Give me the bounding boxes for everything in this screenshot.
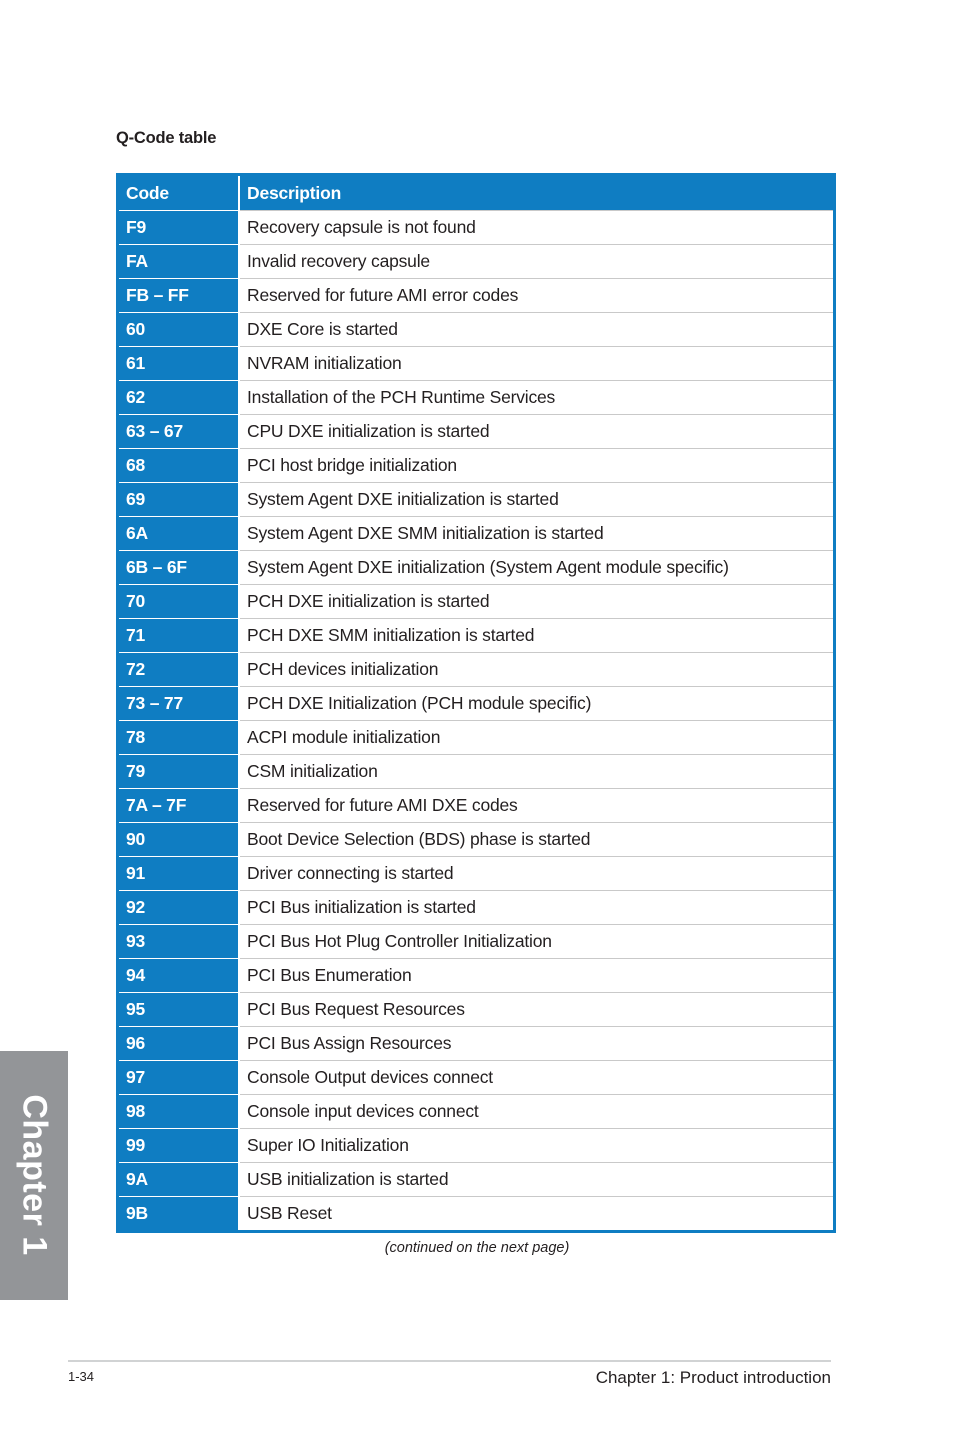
row-description: USB Reset [239,1197,835,1232]
row-description: PCI host bridge initialization [239,449,835,483]
row-code: 95 [118,993,240,1027]
table-row [118,857,835,891]
table-row [118,279,835,313]
row-description: PCI Bus Assign Resources [239,1027,835,1061]
table-row [118,925,835,959]
header-code: Code [118,175,240,211]
table-row [118,993,835,1027]
table-row [118,823,835,857]
table-row [118,1197,835,1232]
row-description: Recovery capsule is not found [239,211,835,245]
row-code: 9B [118,1197,240,1232]
row-code: 93 [118,925,240,959]
row-description: CSM initialization [239,755,835,789]
row-description: System Agent DXE initialization is started [239,483,835,517]
table-row [118,381,835,415]
table-header-row [118,175,835,211]
row-description: PCI Bus Enumeration [239,959,835,993]
row-description: USB initialization is started [239,1163,835,1197]
table-row [118,619,835,653]
table-row [118,245,835,279]
row-code: 6A [118,517,240,551]
row-description: PCI Bus Hot Plug Controller Initialization [239,925,835,959]
table-row [118,959,835,993]
row-description: NVRAM initialization [239,347,835,381]
table-row [118,1061,835,1095]
row-code: 68 [118,449,240,483]
row-code: 60 [118,313,240,347]
row-description: Installation of the PCH Runtime Services [239,381,835,415]
row-code: 91 [118,857,240,891]
row-code: 94 [118,959,240,993]
table-row [118,415,835,449]
chapter-side-tab-label: Chapter 1 [15,1094,54,1256]
table-row [118,551,835,585]
table-row [118,347,835,381]
row-code: 73 – 77 [118,687,240,721]
table-row [118,1027,835,1061]
table-row [118,1163,835,1197]
row-description: Reserved for future AMI DXE codes [239,789,835,823]
page-number: 1-34 [68,1369,95,1384]
table-row [118,313,835,347]
row-description: PCH DXE initialization is started [239,585,835,619]
table-row [118,789,835,823]
row-code: 98 [118,1095,240,1129]
row-code: 96 [118,1027,240,1061]
row-description: CPU DXE initialization is started [239,415,835,449]
chapter-side-tab [0,1051,68,1300]
row-code: 69 [118,483,240,517]
table-row [118,483,835,517]
row-code: 63 – 67 [118,415,240,449]
row-description: Reserved for future AMI error codes [239,279,835,313]
row-description: PCI Bus initialization is started [239,891,835,925]
row-code: 61 [118,347,240,381]
header-description: Description [239,175,835,211]
table-row [118,585,835,619]
row-code: 72 [118,653,240,687]
row-code: 9A [118,1163,240,1197]
row-code: 70 [118,585,240,619]
row-code: 7A – 7F [118,789,240,823]
table-row [118,517,835,551]
row-code: 79 [118,755,240,789]
table-row [118,449,835,483]
table-row [118,653,835,687]
row-description: System Agent DXE SMM initialization is started [239,517,835,551]
row-code: FB – FF [118,279,240,313]
row-description: Console input devices connect [239,1095,835,1129]
row-description: Console Output devices connect [239,1061,835,1095]
row-code: 6B – 6F [118,551,240,585]
row-code: FA [118,245,240,279]
table-row [118,891,835,925]
section-title: Q-Code table [116,129,217,147]
table-row [118,755,835,789]
continued-note: (continued on the next page) [384,1240,570,1256]
row-code: F9 [118,211,240,245]
table-row [118,721,835,755]
row-description: Super IO Initialization [239,1129,835,1163]
row-description: System Agent DXE initialization (System Agent module specific) [239,551,835,585]
row-description: Driver connecting is started [239,857,835,891]
footer-chapter-title: Chapter 1: Product introduction [595,1368,831,1387]
row-code: 97 [118,1061,240,1095]
row-description: PCH DXE Initialization (PCH module specific) [239,687,835,721]
row-code: 92 [118,891,240,925]
row-description: Invalid recovery capsule [239,245,835,279]
row-code: 71 [118,619,240,653]
row-description: PCH DXE SMM initialization is started [239,619,835,653]
table-row [118,1095,835,1129]
row-description: ACPI module initialization [239,721,835,755]
table-row [118,211,835,245]
row-description: DXE Core is started [239,313,835,347]
row-code: 90 [118,823,240,857]
qcode-table [116,173,836,1233]
row-description: PCI Bus Request Resources [239,993,835,1027]
table-row [118,687,835,721]
row-code: 78 [118,721,240,755]
row-code: 99 [118,1129,240,1163]
table-row [118,1129,835,1163]
row-code: 62 [118,381,240,415]
footer-rule [68,1360,831,1362]
row-description: Boot Device Selection (BDS) phase is started [239,823,835,857]
row-description: PCH devices initialization [239,653,835,687]
